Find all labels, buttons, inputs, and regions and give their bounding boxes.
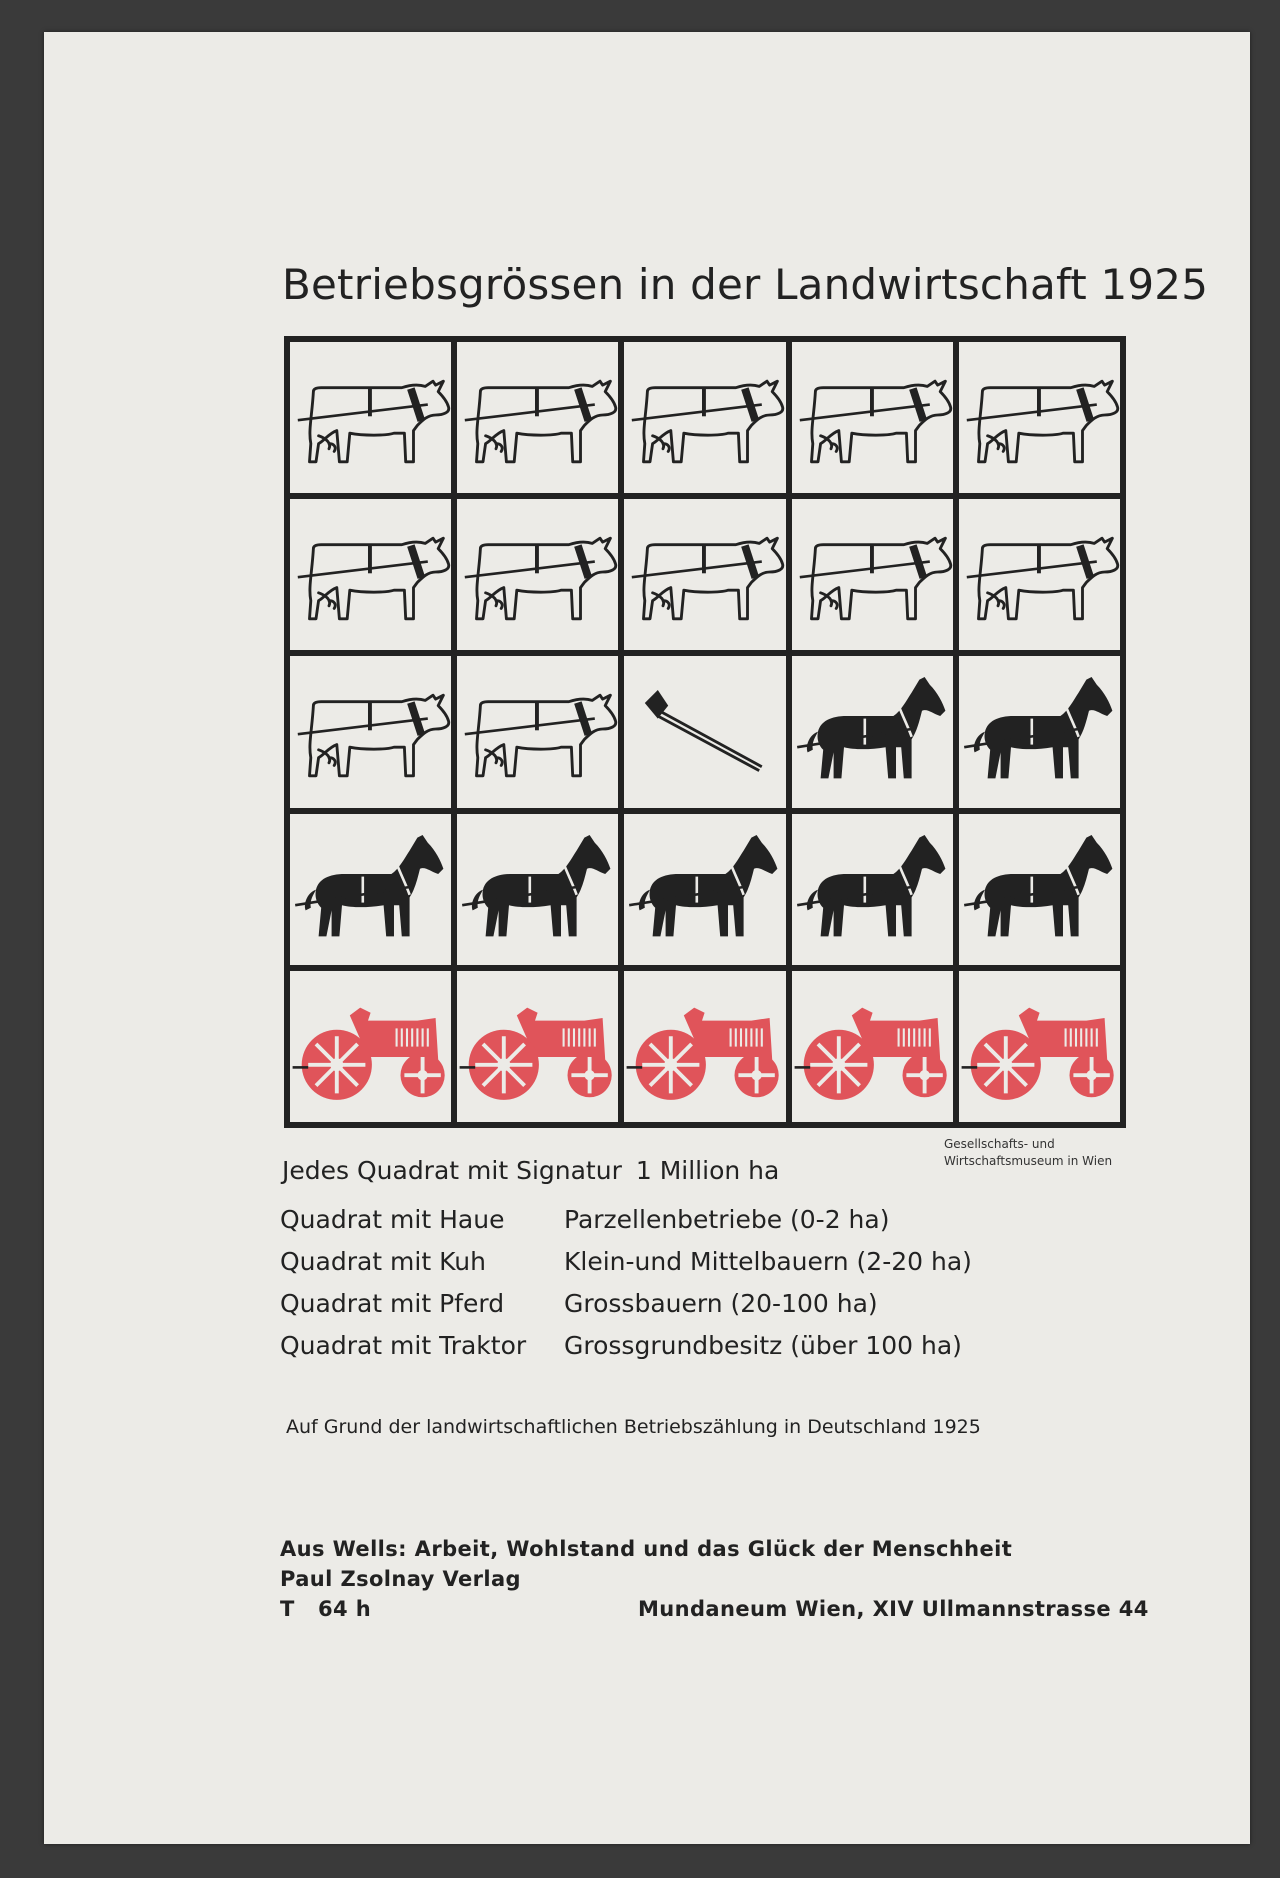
horse-icon: [792, 656, 953, 807]
tractor-icon: [290, 971, 451, 1122]
grid-cell-cow: [792, 499, 953, 650]
grid-cell-horse: [959, 656, 1120, 807]
grid-cell-tractor: [290, 971, 451, 1122]
legend-key: Quadrat mit Traktor: [280, 1331, 527, 1360]
horse-icon: [792, 814, 953, 965]
museum-credit: [944, 1136, 1144, 1170]
tractor-icon: [959, 971, 1120, 1122]
horse-icon: [290, 814, 451, 965]
grid-cell-cow: [624, 342, 785, 493]
footer-address: Mundaneum Wien, XIV Ullmannstrasse 44: [638, 1597, 1149, 1621]
cow-icon: [457, 499, 618, 650]
legend-value: Parzellenbetriebe (0-2 ha): [564, 1205, 890, 1234]
data-basis-note: Auf Grund der landwirtschaftlichen Betriebszählung in Deutschland 1925: [286, 1416, 981, 1438]
horse-icon: [959, 656, 1120, 807]
grid-cell-horse: [792, 814, 953, 965]
credit-line-1: Gesellschafts- und: [944, 1137, 1055, 1151]
grid-cell-cow: [290, 499, 451, 650]
horse-icon: [457, 814, 618, 965]
grid-cell-cow: [792, 342, 953, 493]
legend-row-hoe: [280, 1205, 972, 1247]
grid-cell-cow: [959, 342, 1120, 493]
grid-cell-hoe: [624, 656, 785, 807]
grid-cell-cow: [959, 499, 1120, 650]
grid-cell-horse: [290, 814, 451, 965]
footer-source-line: Aus Wells: Arbeit, Wohlstand und das Glück der Menschheit: [280, 1537, 1013, 1561]
cow-icon: [959, 342, 1120, 493]
cow-icon: [624, 342, 785, 493]
chart-title: Betriebsgrössen in der Landwirtschaft 1925: [282, 260, 1209, 309]
unit-explanation: [282, 1156, 779, 1185]
grid-cell-cow: [290, 342, 451, 493]
legend-key: Quadrat mit Pferd: [280, 1289, 505, 1318]
unit-value: 1 Million ha: [635, 1156, 780, 1185]
pictogram-grid-frame: [284, 336, 1126, 1128]
cow-icon: [290, 656, 451, 807]
horse-icon: [624, 814, 785, 965]
horse-icon: [959, 814, 1120, 965]
credit-line-2: Wirtschaftsmuseum in Wien: [944, 1154, 1113, 1168]
legend: [280, 1205, 972, 1373]
grid-cell-tractor: [624, 971, 785, 1122]
legend-row-cow: [280, 1247, 972, 1289]
grid-cell-horse: [792, 656, 953, 807]
grid-cell-cow: [457, 342, 618, 493]
cow-icon: [624, 499, 785, 650]
cow-icon: [457, 342, 618, 493]
legend-value: Grossbauern (20-100 ha): [564, 1289, 878, 1318]
footer-publisher: Paul Zsolnay Verlag: [280, 1567, 521, 1591]
poster-sheet: [44, 32, 1250, 1844]
grid-cell-cow: [457, 499, 618, 650]
footer-code-number: 64 h: [318, 1597, 372, 1621]
cow-icon: [792, 342, 953, 493]
cow-icon: [959, 499, 1120, 650]
grid-cell-horse: [624, 814, 785, 965]
cow-icon: [290, 499, 451, 650]
grid-cell-tractor: [959, 971, 1120, 1122]
tractor-icon: [792, 971, 953, 1122]
unit-label: Jedes Quadrat mit Signatur: [282, 1156, 622, 1185]
grid-cell-tractor: [457, 971, 618, 1122]
tractor-icon: [457, 971, 618, 1122]
legend-value: Klein-und Mittelbauern (2-20 ha): [564, 1247, 972, 1276]
grid-cell-cow: [457, 656, 618, 807]
grid-cell-cow: [290, 656, 451, 807]
pictogram-grid: [290, 342, 1120, 1122]
hoe-icon: [624, 656, 785, 807]
footer-code-letter: T: [280, 1597, 295, 1621]
cow-icon: [457, 656, 618, 807]
legend-key: Quadrat mit Kuh: [280, 1247, 486, 1276]
grid-cell-tractor: [792, 971, 953, 1122]
cow-icon: [792, 499, 953, 650]
legend-value: Grossgrundbesitz (über 100 ha): [564, 1331, 962, 1360]
grid-cell-cow: [624, 499, 785, 650]
grid-cell-horse: [959, 814, 1120, 965]
legend-row-tractor: [280, 1331, 972, 1373]
legend-row-horse: [280, 1289, 972, 1331]
grid-cell-horse: [457, 814, 618, 965]
tractor-icon: [624, 971, 785, 1122]
cow-icon: [290, 342, 451, 493]
legend-key: Quadrat mit Haue: [280, 1205, 505, 1234]
